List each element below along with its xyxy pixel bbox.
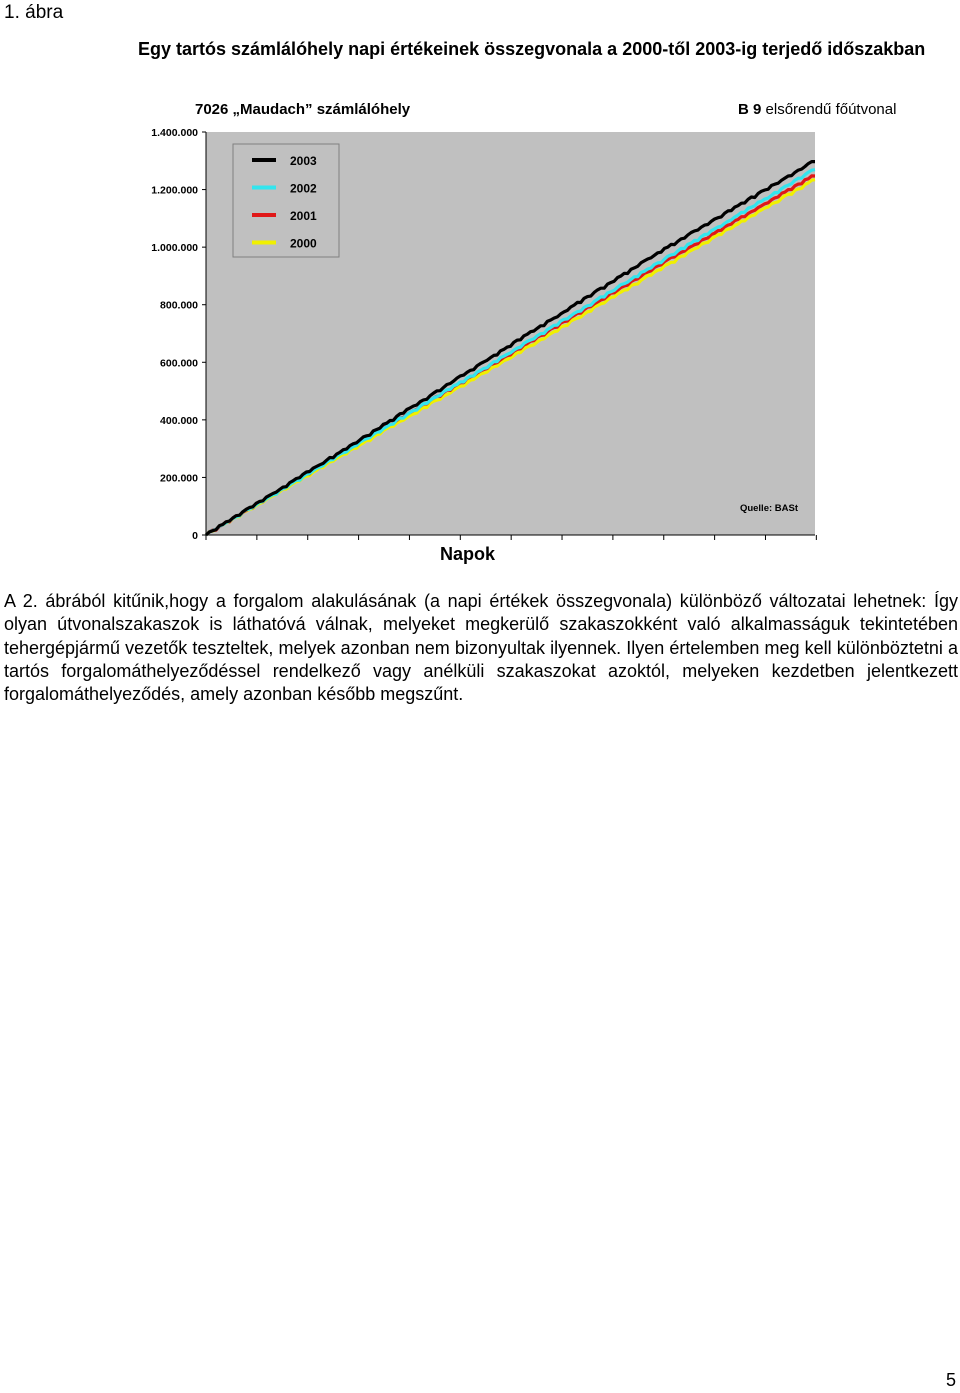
road-number: B 9 xyxy=(738,101,762,118)
y-tick-label: 1.400.000 xyxy=(151,127,198,139)
y-tick-label: 200.000 xyxy=(160,472,198,485)
y-tick-label: 400.000 xyxy=(160,414,198,427)
station-label: 7026 „Maudach” számlálóhely xyxy=(195,101,411,118)
y-tick-label: 600.000 xyxy=(160,357,198,370)
y-tick-label: 0 xyxy=(192,530,198,542)
legend-box xyxy=(233,144,339,257)
y-tick-label: 800.000 xyxy=(160,299,198,312)
body-paragraph: A 2. ábrából kitűnik,hogy a forgalom alakulásának (a napi értékek összegvonala) különböző változatai lehetnek: Így olyan útvonalszakaszok is láthatóvá válnak, melyeket megkerülő szakaszokként való alkalmasságuk tekintetében tehergépjármű vezetők teszteltek, melyek azonban nem bizonyultak ilyennek. Ilyen értelemben meg kell különböztetni a tartós forgalomáthelyeződéssel rendelkező vagy anélküli szakaszokat azoktól, melyeken kezdetben jelentkezett forgalomáthelyeződés, amely azonban később megszűnt. xyxy=(4,591,958,705)
road-description: elsőrendű főútvonal xyxy=(765,101,897,118)
figure-label: 1. ábra xyxy=(4,2,64,23)
y-tick-label: 1.000.000 xyxy=(151,242,198,255)
chart-svg xyxy=(140,120,820,550)
legend-label-2003: 2003 xyxy=(290,154,317,168)
body-text xyxy=(4,590,958,706)
road-label xyxy=(738,101,896,118)
source-note: Quelle: BASt xyxy=(739,503,798,514)
y-tick-label: 1.200.000 xyxy=(151,184,198,197)
x-axis-title: Napok xyxy=(440,544,496,564)
cumulative-traffic-chart xyxy=(140,120,820,550)
figure-title: Egy tartós számlálóhely napi értékeinek összegvonala a 2000-től 2003-ig terjedő időszakban xyxy=(138,39,926,59)
legend-label-2001: 2001 xyxy=(290,209,317,223)
legend-label-2000: 2000 xyxy=(290,236,317,251)
legend-label-2002: 2002 xyxy=(290,181,317,196)
page-number: 5 xyxy=(946,1370,957,1390)
